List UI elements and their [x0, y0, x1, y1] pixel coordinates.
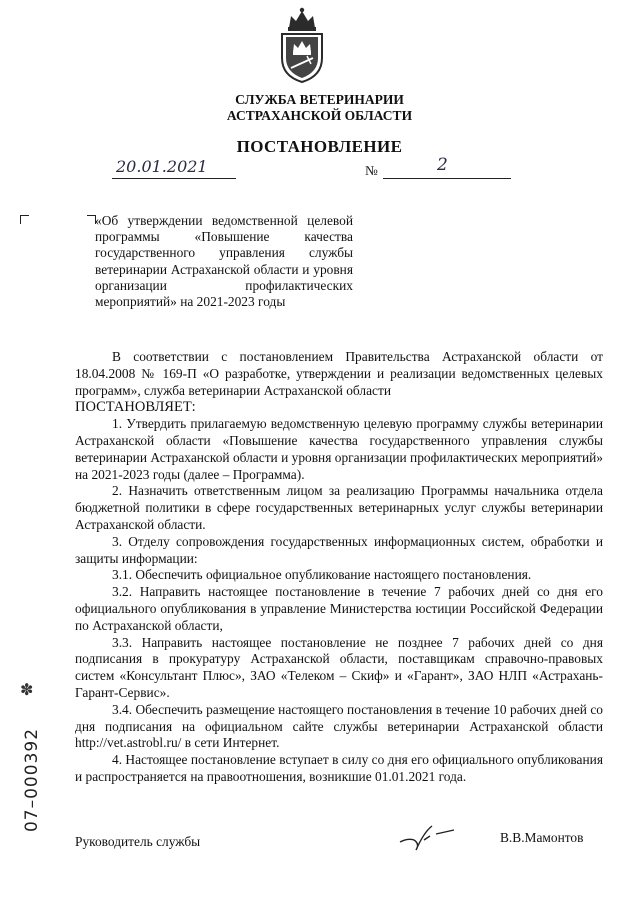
paragraph-4: 4. Настоящее постановление вступает в силу со дня его официального опубликования и распространяется на правоотношения, возникшие 01.01.2021 года. — [75, 752, 603, 784]
paragraph-3-2: 3.2. Направить настоящее постановление в течение 7 рабочих дней со дня его официального опубликования в управление Министерства юстиции Российской Федерации по Астраханской области, — [75, 584, 603, 633]
number-line — [383, 155, 511, 179]
signatory-name: В.В.Мамонтов — [500, 830, 584, 845]
number-label: № — [365, 163, 378, 178]
organization-line-2: АСТРАХАНСКОЙ ОБЛАСТИ — [226, 108, 413, 123]
paragraph-2: 2. Назначить ответственным лицом за реализацию Программы начальника отдела бюджетной политики в сфере государственных ветеринарных услуг службы ветеринарии Астраханской области. — [75, 483, 603, 532]
coat-of-arms-emblem — [277, 6, 327, 84]
document-number: 2 — [437, 155, 448, 175]
date-line — [112, 157, 236, 179]
signatory-position: Руководитель службы — [75, 834, 201, 849]
subject-corner-mark-left — [20, 215, 29, 224]
paragraph-1: 1. Утвердить прилагаемую ведомственную целевую программу службы ветеринарии Астраханской области «Повышение качества государственного управления службы ветеринарии Астраханской области и уровня организации профилактических мероприятий» на 2021-2023 годы (далее – Программа). — [75, 416, 603, 482]
paragraph-3-4: 3.4. Обеспечить размещение настоящего постановления в течение 10 рабочих дней со дня подписания на официальном сайте службы ветеринарии Астраханской области http://vet.astrobl.ru/ в сети Интернет. — [75, 701, 603, 751]
paragraph-3: 3. Отделу сопровождения государственных информационных систем, обработки и защиты информации: — [75, 533, 603, 566]
margin-registration-code: 07–000392 — [22, 727, 42, 833]
margin-stamp-icon: ✽ — [20, 682, 34, 699]
document-date: 20.01.2021 — [116, 157, 208, 176]
resolves-heading: ПОСТАНОВЛЯЕТ: — [75, 399, 196, 416]
organization-name — [0, 92, 639, 124]
paragraph-3-1: 3.1. Обеспечить официальное опубликование настоящего постановления. — [112, 567, 532, 583]
document-body — [75, 349, 603, 786]
preamble-paragraph: В соответствии с постановлением Правительства Астраханской области от 18.04.2008 № 169-П «О разработке, утверждении и реализации ведомственных целевых программ», служба ветеринарии Астраханской области — [75, 349, 603, 398]
document-subject: «Об утверждении ведомственной целевой программы «Повышение качества государственного управления службы ветеринарии Астраханской области и уровня организации профилактических мероприятий» на 2021-2023 годы — [95, 213, 353, 310]
paragraph-3-3: 3.3. Направить настоящее постановление не позднее 7 рабочих дней со дня подписания в прокуратуру Астраханской области, поставщикам справочно-правовых систем «Консультант Плюс», ЗАО «Телеком – Скиф» и «Гарант», ЗАО НЛП «Астрахань-Гарант-Сервис». — [75, 634, 603, 700]
handwritten-signature — [398, 818, 458, 858]
organization-line-1: СЛУЖБА ВЕТЕРИНАРИИ — [235, 92, 404, 107]
document-type-title: ПОСТАНОВЛЕНИЕ — [236, 137, 403, 156]
